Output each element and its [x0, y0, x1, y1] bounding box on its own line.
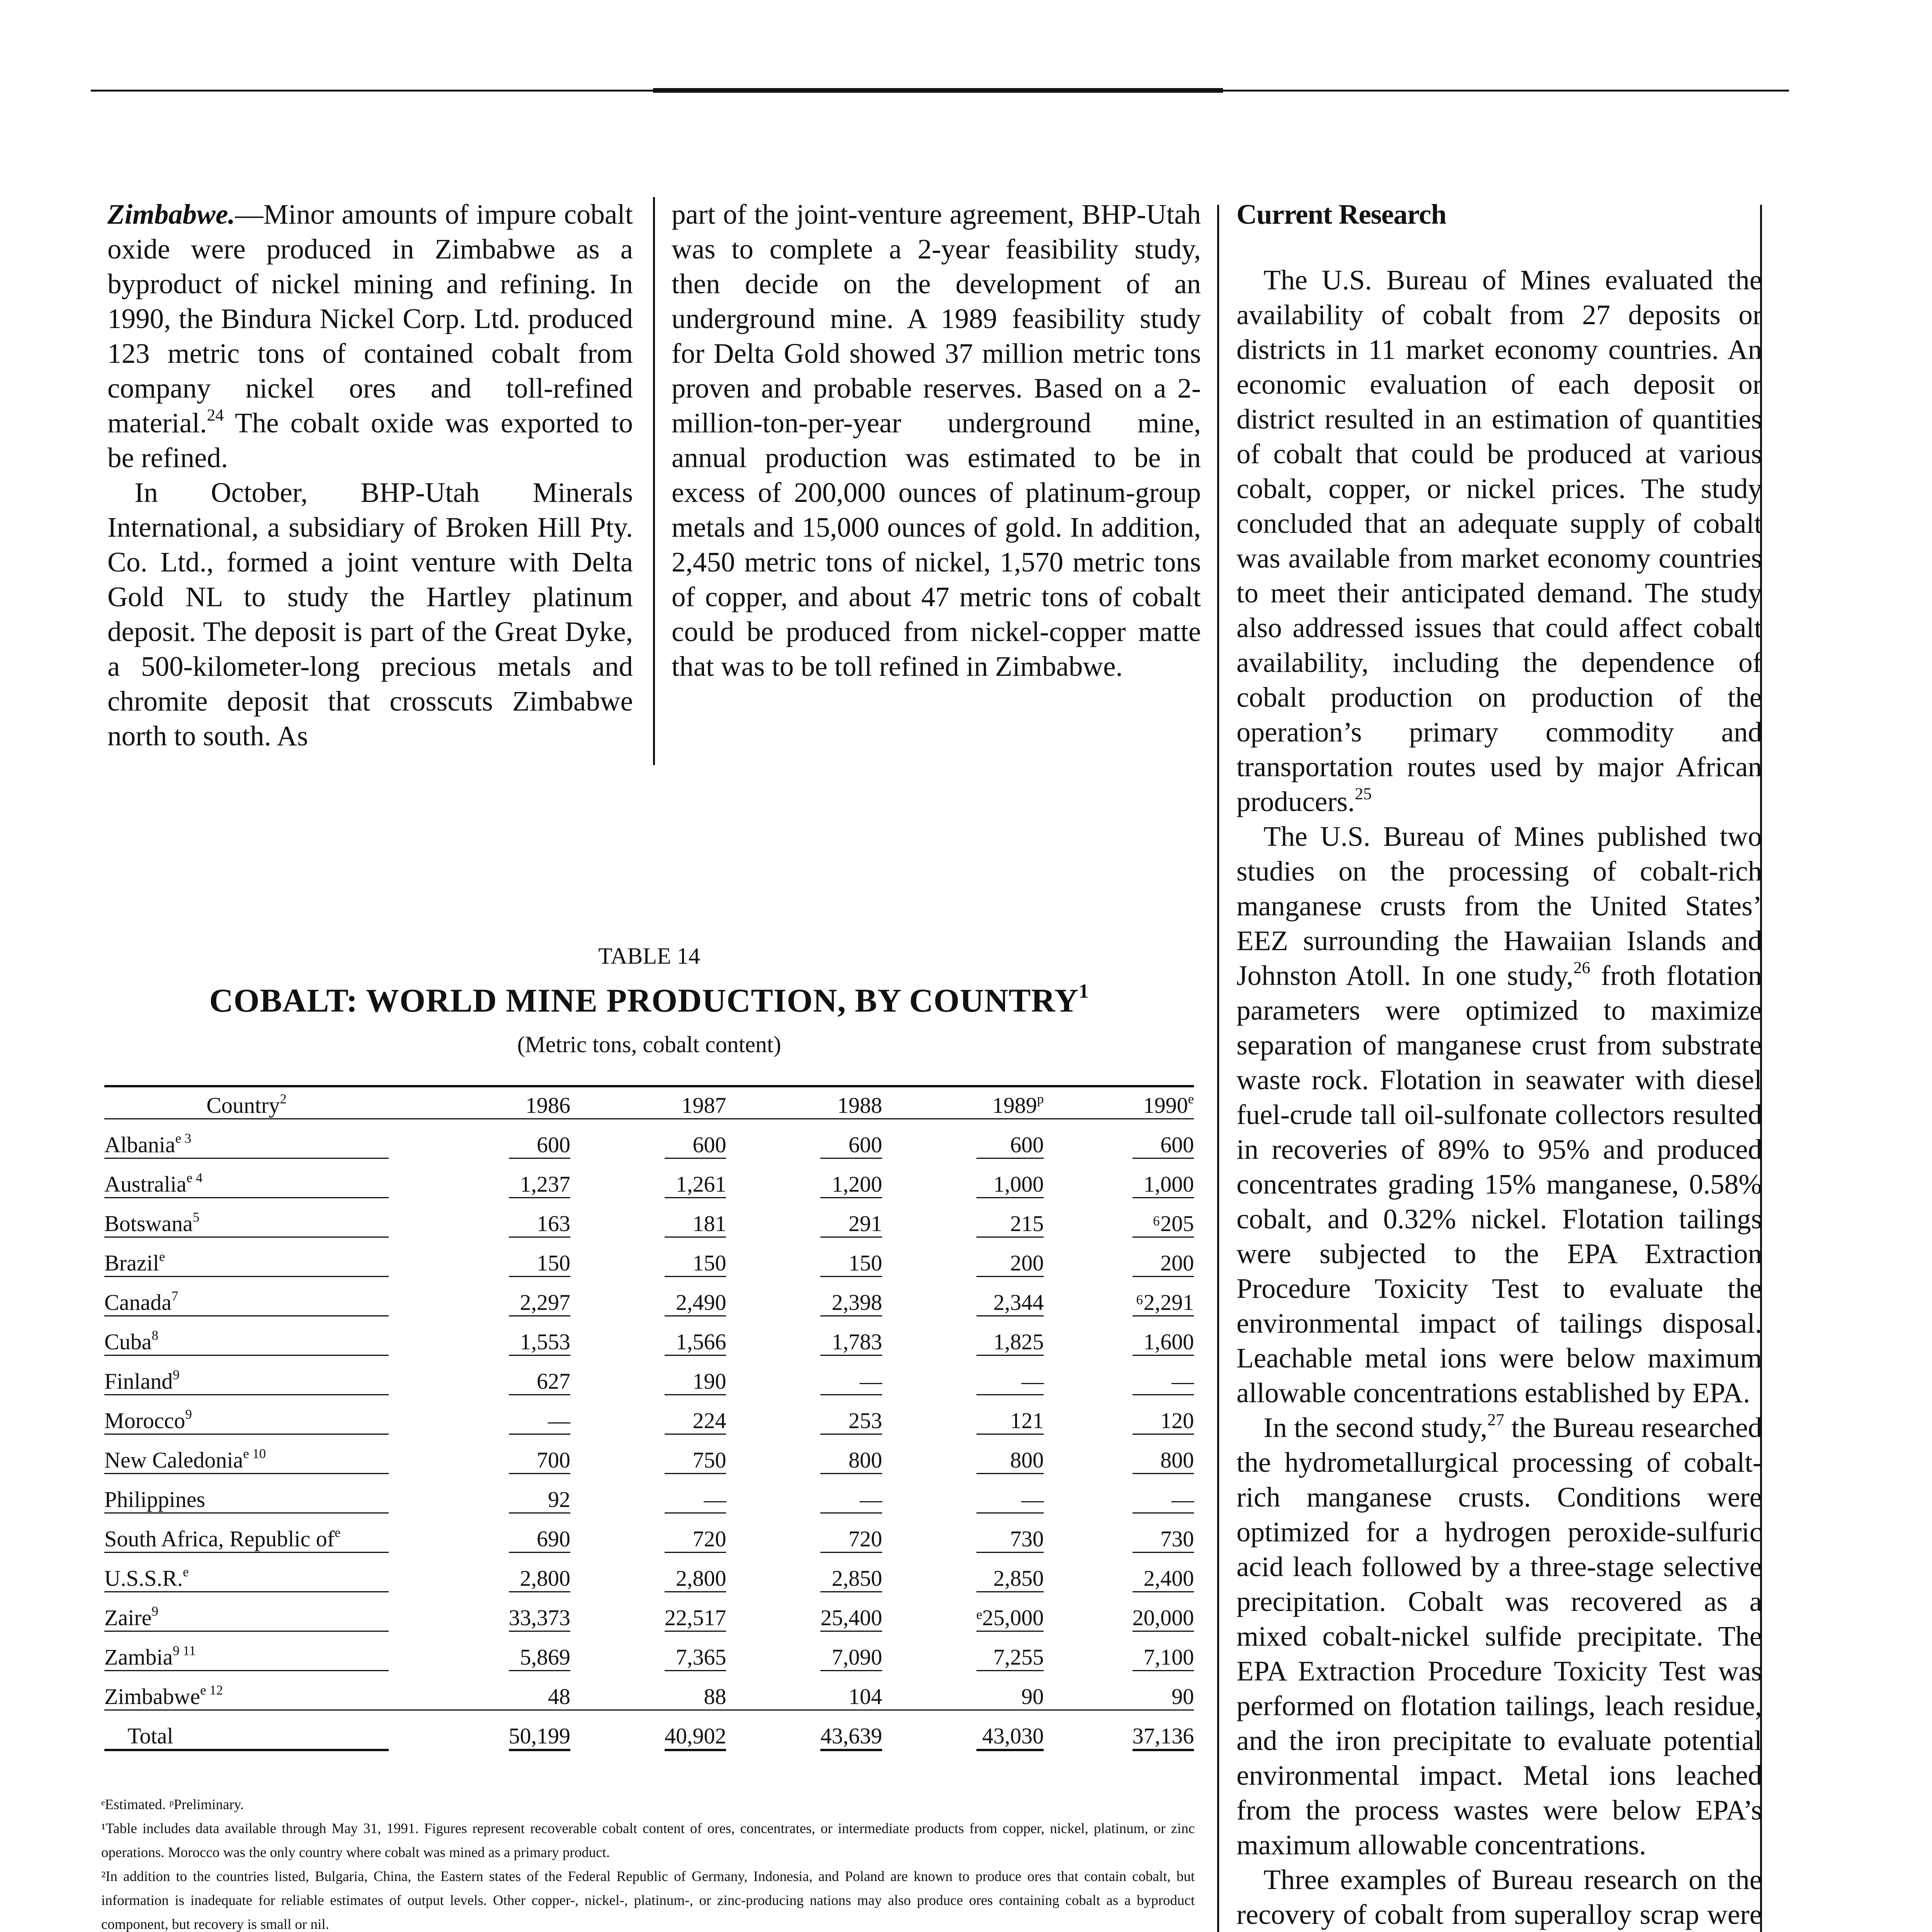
value-cell: 600 [509, 1119, 571, 1158]
value-cell: 1,566 [665, 1316, 726, 1355]
value-cell: 600 [1133, 1119, 1194, 1158]
country-name: Zaire [104, 1605, 152, 1630]
cell-gap [882, 1474, 976, 1513]
country-name: Finland [104, 1369, 173, 1394]
header-gap [882, 1086, 976, 1119]
value-cell: 37,136 [1133, 1710, 1194, 1750]
value-cell: 1,000 [1133, 1158, 1194, 1198]
footnote-ref: 7 [171, 1288, 179, 1304]
table-title-text: COBALT: WORLD MINE PRODUCTION, BY COUNTRY [209, 982, 1079, 1019]
value-cell: — [509, 1395, 571, 1434]
footnote-ref: e 3 [175, 1131, 192, 1146]
value-cell: 600 [976, 1119, 1044, 1158]
footnote-ref: 8 [151, 1328, 158, 1343]
cell-gap [570, 1277, 665, 1316]
cell-gap [882, 1434, 976, 1474]
table-row [104, 1119, 1194, 1158]
country-name: Cuba [104, 1329, 152, 1354]
table-body [104, 1119, 1194, 1750]
value-cell: 190 [665, 1355, 726, 1395]
country-cell [104, 1119, 389, 1158]
cell-gap [389, 1355, 509, 1395]
cell-gap [389, 1119, 509, 1158]
value-cell: 163 [509, 1198, 571, 1237]
cell-gap [389, 1277, 509, 1316]
cell-gap [882, 1631, 976, 1671]
value-cell: 22,517 [665, 1592, 726, 1631]
country-cell [104, 1671, 389, 1710]
cell-gap [570, 1631, 665, 1671]
value-cell: 5,869 [509, 1631, 571, 1671]
table-row [104, 1592, 1194, 1631]
cell-gap [726, 1474, 820, 1513]
cell-gap [882, 1158, 976, 1198]
cell-gap [1044, 1671, 1132, 1710]
value-cell: 200 [976, 1237, 1044, 1277]
value-cell: 800 [976, 1434, 1044, 1474]
table-row [104, 1355, 1194, 1395]
country-name: Philippines [104, 1487, 206, 1512]
cell-gap [570, 1513, 665, 1553]
table-subtitle: (Metric tons, cobalt content) [517, 1032, 781, 1057]
value-cell: 1,553 [509, 1316, 571, 1355]
value-cell: ᵉ25,000 [976, 1592, 1044, 1631]
table-label: TABLE 14 [598, 943, 700, 969]
cell-gap [882, 1355, 976, 1395]
cell-gap [389, 1710, 509, 1750]
cell-gap [1044, 1395, 1132, 1434]
footnote-ref: 27 [1487, 1410, 1505, 1429]
cell-gap [882, 1198, 976, 1237]
value-cell: 1,200 [820, 1158, 882, 1198]
header-year: 1988 [820, 1086, 882, 1119]
cell-gap [726, 1434, 820, 1474]
cell-gap [726, 1119, 820, 1158]
country-name: Brazil [104, 1250, 159, 1276]
footnote-ref: 9 [185, 1406, 192, 1422]
paragraph-lead: Zimbabwe. [107, 199, 235, 230]
value-cell: 20,000 [1133, 1592, 1194, 1631]
text-column-2 [672, 197, 1201, 684]
value-cell: 2,398 [820, 1277, 882, 1316]
cell-gap [1044, 1316, 1132, 1355]
footnote: ᵉEstimated. ᵖPreliminary. [101, 1797, 244, 1813]
country-name: Botswana [104, 1211, 193, 1236]
year-marker: e [1188, 1091, 1194, 1107]
cell-gap [1044, 1277, 1132, 1316]
value-cell: 1,237 [509, 1158, 571, 1198]
value-cell: 90 [976, 1671, 1044, 1710]
cell-gap [570, 1592, 665, 1631]
cell-gap [726, 1592, 820, 1631]
value-cell: 1,783 [820, 1316, 882, 1355]
country-cell [104, 1198, 389, 1237]
cell-gap [726, 1513, 820, 1553]
table-header-row [104, 1086, 1194, 1119]
value-cell: 700 [509, 1434, 571, 1474]
table-row [104, 1316, 1194, 1355]
value-cell: 1,825 [976, 1316, 1044, 1355]
value-cell: 600 [820, 1119, 882, 1158]
value-cell: ⁶205 [1133, 1198, 1194, 1237]
cell-gap [726, 1395, 820, 1434]
cell-gap [570, 1395, 665, 1434]
footnote-ref: 9 11 [173, 1643, 196, 1658]
paragraph-joint-venture: part of the joint-venture agreement, BHP-Utah was to complete a 2-year feasibility study, then decide on the development of an underground mine. A 1989 feasibility study for Delta Gold showed 37 million metric tons proven and probable reserves. Based on a 2-million-ton-per-year underground mine, annual production was estimated to be in excess of 200,000 ounces of platinum-group metals and 15,000 ounces of gold. In addition, 2,450 metric tons of nickel, 1,570 metric tons of copper, and about 47 metric tons of cobalt could be produced from nickel-copper matte that was to be toll refined in Zimbabwe. [672, 199, 1201, 682]
header-year: 1989$^p$ [976, 1086, 1044, 1119]
country-name: Canada [104, 1290, 172, 1315]
cell-gap [726, 1710, 820, 1750]
paragraph-text: The cobalt oxide was exported to be refined. [107, 407, 633, 473]
country-name: Albania [104, 1132, 175, 1157]
cell-gap [570, 1474, 665, 1513]
value-cell: 730 [976, 1513, 1044, 1553]
country-name: Zimbabwe [104, 1684, 201, 1709]
value-cell: 40,902 [665, 1710, 726, 1750]
cell-gap [882, 1592, 976, 1631]
footnote-ref: e [159, 1249, 165, 1264]
header-country [104, 1086, 389, 1119]
value-cell: 33,373 [509, 1592, 571, 1631]
value-cell: 1,600 [1133, 1316, 1194, 1355]
value-cell: 200 [1133, 1237, 1194, 1277]
cell-gap [882, 1671, 976, 1710]
cell-gap [726, 1355, 820, 1395]
table-row [104, 1198, 1194, 1237]
cell-gap [882, 1710, 976, 1750]
footnote-ref: 24 [207, 406, 224, 425]
text-column-3 [1236, 197, 1762, 1932]
value-cell: 2,800 [509, 1553, 571, 1592]
value-cell: — [1133, 1474, 1194, 1513]
value-cell: 48 [509, 1671, 571, 1710]
footnote-ref: 1 [1078, 980, 1089, 1002]
value-cell: 291 [820, 1198, 882, 1237]
country-cell [104, 1316, 389, 1355]
cell-gap [882, 1513, 976, 1553]
value-cell: 43,639 [820, 1710, 882, 1750]
cell-gap [882, 1277, 976, 1316]
paragraph-text: In the second study, [1264, 1412, 1488, 1443]
cell-gap [389, 1395, 509, 1434]
cell-gap [1044, 1355, 1132, 1395]
value-cell: 7,365 [665, 1631, 726, 1671]
value-cell: — [665, 1474, 726, 1513]
value-cell: 730 [1133, 1513, 1194, 1553]
table-title [104, 981, 1194, 1020]
country-name: U.S.S.R. [104, 1566, 183, 1591]
value-cell: 50,199 [509, 1710, 571, 1750]
value-cell: 181 [665, 1198, 726, 1237]
cell-gap [570, 1237, 665, 1277]
value-cell: — [820, 1355, 882, 1395]
cell-gap [389, 1474, 509, 1513]
value-cell: — [1133, 1355, 1194, 1395]
country-name: Zambia [104, 1645, 173, 1670]
value-cell: 120 [1133, 1395, 1194, 1434]
paragraph-zimbabwe [107, 197, 633, 475]
footnote-ref: 2 [280, 1091, 287, 1107]
value-cell: 750 [665, 1434, 726, 1474]
value-cell: 25,400 [820, 1592, 882, 1631]
paragraph-bhp: In October, BHP-Utah Minerals International, a subsidiary of Broken Hill Pty. Co. Ltd., formed a joint venture with Delta Gold NL to study the Hartley platinum deposit. The deposit is part of the Great Dyke, a 500-kilometer-long precious metals and chromite deposit that crosscuts Zimbabwe north to south. As [107, 477, 633, 752]
cell-gap [726, 1198, 820, 1237]
paragraph-crusts [1236, 819, 1762, 1410]
cell-gap [570, 1355, 665, 1395]
value-cell: 7,100 [1133, 1631, 1194, 1671]
table-total-row [104, 1710, 1194, 1750]
cell-gap [1044, 1631, 1132, 1671]
cell-gap [882, 1237, 976, 1277]
footnote-ref: e [183, 1564, 189, 1580]
value-cell: 600 [665, 1119, 726, 1158]
country-cell [104, 1710, 389, 1750]
cell-gap [1044, 1158, 1132, 1198]
paragraph-evaluation [1236, 263, 1762, 819]
cell-gap [570, 1434, 665, 1474]
table-row [104, 1434, 1194, 1474]
country-name: South Africa, Republic of [104, 1526, 335, 1551]
cell-gap [726, 1237, 820, 1277]
value-cell: 2,344 [976, 1277, 1044, 1316]
paragraph-text: —Minor amounts of impure cobalt oxide were produced in Zimbabwe as a byproduct of nickel mining and refining. In 1990, the Bindura Nickel Corp. Ltd. produced 123 metric tons of contained cobalt from company nickel ores and toll-refined material. [107, 199, 633, 439]
value-cell: 2,297 [509, 1277, 571, 1316]
top-rule-accent [653, 88, 1223, 93]
cell-gap [1044, 1553, 1132, 1592]
table-row [104, 1237, 1194, 1277]
value-cell: 43,030 [976, 1710, 1044, 1750]
text-column-1 [107, 197, 633, 753]
value-cell: 90 [1133, 1671, 1194, 1710]
cell-gap [570, 1198, 665, 1237]
footnote: ²In addition to the countries listed, Bulgaria, China, the Eastern states of the Federal Republic of Germany, Indonesia, and Poland are known to produce ores that contain cobalt, but information is inadequate for reliable estimates of output levels. Other copper-, nickel-, platinum-, or zinc-producing nations may also produce ores containing cobalt as a byproduct component, but recovery is small or nil. [101, 1869, 1195, 1932]
cell-gap [882, 1553, 976, 1592]
country-cell [104, 1631, 389, 1671]
table-row [104, 1158, 1194, 1198]
table-footnotes [101, 1793, 1195, 1932]
value-cell: 7,255 [976, 1631, 1044, 1671]
value-cell: 121 [976, 1395, 1044, 1434]
table-row [104, 1671, 1194, 1710]
cell-gap [570, 1553, 665, 1592]
cell-gap [882, 1395, 976, 1434]
table-row [104, 1277, 1194, 1316]
cell-gap [882, 1316, 976, 1355]
country-cell [104, 1474, 389, 1513]
table-row [104, 1474, 1194, 1513]
table-row [104, 1395, 1194, 1434]
cell-gap [389, 1237, 509, 1277]
column-divider [1217, 205, 1219, 1932]
cell-gap [726, 1553, 820, 1592]
country-cell [104, 1513, 389, 1553]
paragraph-second-study [1236, 1410, 1762, 1862]
cell-gap [726, 1277, 820, 1316]
cell-gap [726, 1158, 820, 1198]
header-gap [726, 1086, 820, 1119]
country-name: Total [128, 1723, 173, 1748]
country-cell [104, 1237, 389, 1277]
footnote-ref: 5 [192, 1209, 200, 1225]
country-cell [104, 1395, 389, 1434]
value-cell: 2,850 [820, 1553, 882, 1592]
value-cell: 720 [820, 1513, 882, 1553]
value-cell: 800 [820, 1434, 882, 1474]
cell-gap [570, 1119, 665, 1158]
header-year: 1986 [509, 1086, 571, 1119]
header-gap [570, 1086, 665, 1119]
value-cell: — [976, 1355, 1044, 1395]
footnote-ref: 25 [1355, 784, 1372, 803]
cell-gap [570, 1316, 665, 1355]
country-cell [104, 1158, 389, 1198]
cell-gap [1044, 1237, 1132, 1277]
header-year: 1987 [665, 1086, 726, 1119]
cell-gap [389, 1631, 509, 1671]
value-cell: 1,000 [976, 1158, 1044, 1198]
cell-gap [726, 1671, 820, 1710]
footnote: ¹Table includes data available through May 31, 1991. Figures represent recoverable cobalt content of ores, concentrates, or intermediate products from copper, nickel, platinum, or zinc operations. Morocco was the only country where cobalt was mined as a primary product. [101, 1821, 1195, 1861]
country-cell [104, 1277, 389, 1316]
paragraph-text: The U.S. Bureau of Mines evaluated the availability of cobalt from 27 deposits or districts in 11 market economy countries. An economic evaluation of each deposit or district resulted in an estimation of quantities of cobalt that could be produced at various cobalt, copper, or nickel prices. The study concluded that an adequate supply of cobalt was available from market economy countries to meet their anticipated demand. The study also addressed issues that could affect cobalt availability, including the dependence of cobalt production on production of the operation’s primary commodity and transportation routes used by major African producers. [1236, 264, 1762, 817]
cell-gap [389, 1592, 509, 1631]
value-cell: 800 [1133, 1434, 1194, 1474]
table-row [104, 1553, 1194, 1592]
value-cell: ⁶2,291 [1133, 1277, 1194, 1316]
footnote-ref: 9 [151, 1604, 158, 1619]
footnote-ref: e 12 [200, 1682, 223, 1698]
value-cell: 224 [665, 1395, 726, 1434]
footnote-ref: 26 [1573, 958, 1590, 977]
value-cell: — [820, 1474, 882, 1513]
value-cell: 104 [820, 1671, 882, 1710]
value-cell: 150 [820, 1237, 882, 1277]
value-cell: 2,400 [1133, 1553, 1194, 1592]
value-cell: 7,090 [820, 1631, 882, 1671]
country-name: New Caledonia [104, 1447, 243, 1473]
value-cell: 253 [820, 1395, 882, 1434]
cell-gap [1044, 1710, 1132, 1750]
cell-gap [1044, 1434, 1132, 1474]
column-divider [653, 197, 655, 765]
value-cell: 2,800 [665, 1553, 726, 1592]
paragraph-text: froth flotation parameters were optimized to maximize separation of manganese crust from substrate waste rock. Flotation in seawater with diesel fuel-crude tall oil-sulfonate collectors resulted in recoveries of 89% to 95% and produced concentrates grading 15% manganese, 0.58% cobalt, and 0.32% nickel. Flotation tailings were subjected to the EPA Extraction Procedure Toxicity Test to evaluate the environmental impact of tailings disposal. Leachable metal ions were below maximum allowable concentrations established by EPA. [1236, 960, 1762, 1408]
footnote-ref: e 10 [243, 1446, 266, 1461]
header-gap [1044, 1086, 1132, 1119]
cell-gap [570, 1710, 665, 1750]
value-cell: 627 [509, 1355, 571, 1395]
header-year: 1990e [1133, 1086, 1194, 1119]
footnote-ref: e [335, 1525, 341, 1540]
country-cell [104, 1592, 389, 1631]
country-name: Australia [104, 1172, 187, 1197]
cell-gap [1044, 1592, 1132, 1631]
cell-gap [389, 1198, 509, 1237]
production-table [104, 1085, 1194, 1751]
value-cell: 2,850 [976, 1553, 1044, 1592]
country-cell [104, 1434, 389, 1474]
value-cell: 2,490 [665, 1277, 726, 1316]
cell-gap [1044, 1119, 1132, 1158]
cell-gap [389, 1158, 509, 1198]
value-cell: 92 [509, 1474, 571, 1513]
cell-gap [389, 1671, 509, 1710]
cell-gap [726, 1316, 820, 1355]
year-marker: p [1037, 1091, 1044, 1107]
cell-gap [1044, 1474, 1132, 1513]
value-cell: 88 [665, 1671, 726, 1710]
value-cell: — [976, 1474, 1044, 1513]
country-cell [104, 1355, 389, 1395]
table-row [104, 1513, 1194, 1553]
country-cell [104, 1553, 389, 1592]
section-heading: Current Research [1236, 199, 1446, 230]
value-cell: 150 [665, 1237, 726, 1277]
value-cell: 720 [665, 1513, 726, 1553]
value-cell: 690 [509, 1513, 571, 1553]
cell-gap [1044, 1198, 1132, 1237]
header-country-text: Country [206, 1093, 280, 1118]
value-cell: 150 [509, 1237, 571, 1277]
footnote-ref: 9 [173, 1367, 180, 1383]
cell-gap [1044, 1513, 1132, 1553]
paragraph-superalloy: Three examples of Bureau research on the recovery of cobalt from superalloy scrap were [1236, 1864, 1762, 1930]
cell-gap [570, 1158, 665, 1198]
cell-gap [389, 1513, 509, 1553]
header-gap [389, 1086, 509, 1119]
value-cell: 215 [976, 1198, 1044, 1237]
paragraph-text: The U.S. Bureau of Mines published two studies on the processing of cobalt-rich manganese crusts from the United States’ EEZ surrounding the Hawaiian Islands and Johnston Atoll. In one study, [1236, 821, 1762, 991]
cell-gap [389, 1553, 509, 1592]
country-name: Morocco [104, 1408, 185, 1433]
paragraph-text: the Bureau researched the hydrometallurgical processing of cobalt-rich manganese crusts. Conditions were optimized for a hydrogen peroxide-sulfuric acid leach followed by a three-stage selective precipitation. Cobalt was recovered as a mixed cobalt-nickel sulfide precipitate. The EPA Extraction Procedure Toxicity Test was performed on flotation tailings, leach residue, and the iron precipitate to evaluate potential environmental impact. Metal ions leached from the process wastes were below EPA’s maximum allowable concentrations. [1236, 1412, 1762, 1861]
cell-gap [726, 1631, 820, 1671]
cell-gap [570, 1671, 665, 1710]
production-table-block [104, 943, 1194, 1751]
cell-gap [389, 1434, 509, 1474]
value-cell: 1,261 [665, 1158, 726, 1198]
cell-gap [389, 1316, 509, 1355]
cell-gap [882, 1119, 976, 1158]
footnote-ref: e 4 [186, 1170, 203, 1185]
table-row [104, 1631, 1194, 1671]
